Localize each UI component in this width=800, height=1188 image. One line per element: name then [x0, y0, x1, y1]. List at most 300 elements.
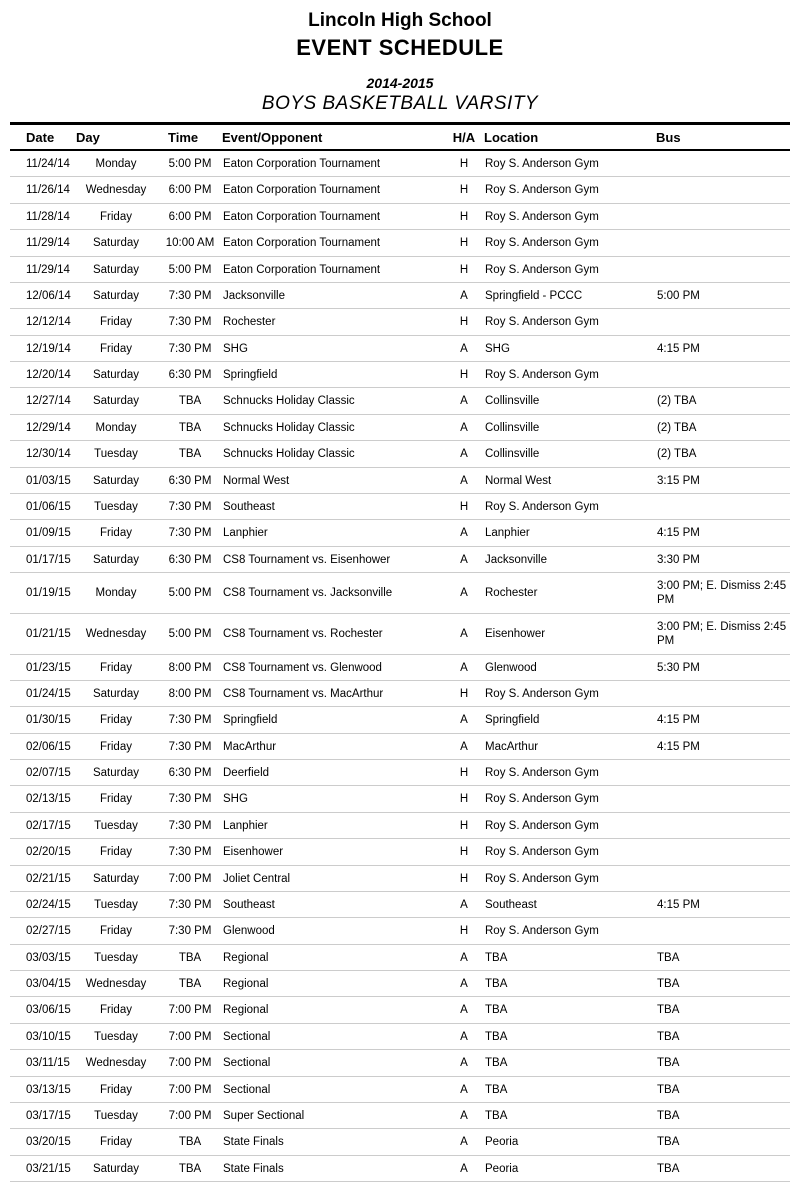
cell-time: 7:00 PM [160, 1076, 220, 1102]
cell-location: Glenwood [482, 654, 654, 680]
cell-h-a: A [446, 1076, 482, 1102]
cell-bus [654, 760, 790, 786]
cell-time: 7:00 PM [160, 865, 220, 891]
cell-location: Roy S. Anderson Gym [482, 786, 654, 812]
cell-day: Friday [72, 654, 160, 680]
cell-time: 8:00 PM [160, 654, 220, 680]
table-row [10, 760, 790, 786]
table-row [10, 1102, 790, 1128]
cell-bus: 5:00 PM [654, 282, 790, 308]
cell-date: 02/21/15 [10, 865, 72, 891]
cell-location: Collinsville [482, 441, 654, 467]
cell-day: Monday [72, 414, 160, 440]
cell-bus [654, 256, 790, 282]
cell-bus: 4:15 PM [654, 520, 790, 546]
cell-day: Friday [72, 733, 160, 759]
table-row [10, 441, 790, 467]
cell-date: 12/20/14 [10, 362, 72, 388]
cell-location: Roy S. Anderson Gym [482, 230, 654, 256]
cell-date: 03/06/15 [10, 997, 72, 1023]
cell-location: Roy S. Anderson Gym [482, 493, 654, 519]
cell-time: 7:30 PM [160, 733, 220, 759]
column-header-time: Time [160, 124, 220, 151]
cell-day: Monday [72, 150, 160, 177]
table-row [10, 839, 790, 865]
team-title: BOYS BASKETBALL VARSITY [261, 93, 539, 114]
cell-time: 8:00 PM [160, 680, 220, 706]
cell-event-opponent: Eaton Corporation Tournament [220, 203, 446, 229]
cell-date: 11/28/14 [10, 203, 72, 229]
cell-event-opponent: CS8 Tournament vs. MacArthur [220, 680, 446, 706]
cell-location: Roy S. Anderson Gym [482, 760, 654, 786]
cell-location: Peoria [482, 1155, 654, 1181]
cell-h-a: H [446, 918, 482, 944]
cell-event-opponent: Schnucks Holiday Classic [220, 388, 446, 414]
cell-time: TBA [160, 1129, 220, 1155]
cell-day: Friday [72, 997, 160, 1023]
cell-date: 01/09/15 [10, 520, 72, 546]
table-row [10, 1050, 790, 1076]
cell-h-a: H [446, 786, 482, 812]
cell-h-a: A [446, 335, 482, 361]
cell-h-a: A [446, 573, 482, 614]
table-row [10, 865, 790, 891]
cell-h-a: H [446, 865, 482, 891]
document-header [10, 8, 790, 115]
cell-location: Lanphier [482, 520, 654, 546]
cell-h-a: A [446, 707, 482, 733]
cell-event-opponent: Deerfield [220, 760, 446, 786]
cell-time: TBA [160, 971, 220, 997]
cell-day: Saturday [72, 362, 160, 388]
table-row [10, 282, 790, 308]
cell-bus: TBA [654, 971, 790, 997]
cell-day: Friday [72, 203, 160, 229]
column-header-date: Date [10, 124, 72, 151]
cell-time: TBA [160, 944, 220, 970]
cell-h-a: H [446, 839, 482, 865]
cell-date: 12/27/14 [10, 388, 72, 414]
cell-event-opponent: Sectional [220, 1076, 446, 1102]
cell-time: 7:30 PM [160, 918, 220, 944]
cell-bus: (2) TBA [654, 441, 790, 467]
cell-time: 10:00 AM [160, 230, 220, 256]
cell-h-a: H [446, 230, 482, 256]
cell-location: Roy S. Anderson Gym [482, 256, 654, 282]
cell-h-a: A [446, 613, 482, 654]
table-row [10, 1129, 790, 1155]
cell-time: TBA [160, 441, 220, 467]
column-header-bus: Bus [654, 124, 790, 151]
cell-h-a: A [446, 467, 482, 493]
cell-day: Friday [72, 1076, 160, 1102]
table-row [10, 613, 790, 654]
cell-day: Saturday [72, 230, 160, 256]
cell-event-opponent: Sectional [220, 1023, 446, 1049]
cell-bus: 3:00 PM; E. Dismiss 2:45 PM [654, 573, 790, 614]
cell-date: 03/21/15 [10, 1155, 72, 1181]
cell-h-a: A [446, 546, 482, 572]
cell-location: Roy S. Anderson Gym [482, 812, 654, 838]
cell-time: 5:00 PM [160, 256, 220, 282]
cell-h-a: H [446, 203, 482, 229]
cell-day: Friday [72, 918, 160, 944]
cell-time: 7:00 PM [160, 997, 220, 1023]
cell-date: 03/03/15 [10, 944, 72, 970]
cell-location: TBA [482, 1076, 654, 1102]
cell-h-a: A [446, 1129, 482, 1155]
cell-event-opponent: Southeast [220, 891, 446, 917]
cell-date: 01/03/15 [10, 467, 72, 493]
cell-event-opponent: Regional [220, 944, 446, 970]
cell-location: Roy S. Anderson Gym [482, 150, 654, 177]
cell-bus: 4:15 PM [654, 707, 790, 733]
cell-day: Friday [72, 335, 160, 361]
cell-date: 02/13/15 [10, 786, 72, 812]
cell-h-a: A [446, 414, 482, 440]
cell-day: Saturday [72, 256, 160, 282]
cell-time: 6:30 PM [160, 467, 220, 493]
cell-location: TBA [482, 971, 654, 997]
cell-date: 01/19/15 [10, 573, 72, 614]
cell-location: Roy S. Anderson Gym [482, 309, 654, 335]
cell-time: 7:30 PM [160, 493, 220, 519]
cell-bus: 4:15 PM [654, 335, 790, 361]
cell-bus [654, 812, 790, 838]
cell-location: Collinsville [482, 388, 654, 414]
cell-h-a: H [446, 177, 482, 203]
cell-h-a: H [446, 812, 482, 838]
cell-location: TBA [482, 997, 654, 1023]
cell-bus: TBA [654, 1050, 790, 1076]
cell-location: MacArthur [482, 733, 654, 759]
cell-time: 7:00 PM [160, 1102, 220, 1128]
column-header-location: Location [482, 124, 654, 151]
cell-date: 12/29/14 [10, 414, 72, 440]
cell-bus: TBA [654, 1129, 790, 1155]
cell-time: 6:00 PM [160, 177, 220, 203]
cell-time: 7:30 PM [160, 812, 220, 838]
cell-date: 01/06/15 [10, 493, 72, 519]
cell-event-opponent: Southeast [220, 493, 446, 519]
cell-date: 02/06/15 [10, 733, 72, 759]
cell-day: Saturday [72, 1155, 160, 1181]
cell-event-opponent: Regional [220, 971, 446, 997]
cell-bus [654, 865, 790, 891]
cell-date: 03/04/15 [10, 971, 72, 997]
cell-event-opponent: Rochester [220, 309, 446, 335]
cell-event-opponent: Joliet Central [220, 865, 446, 891]
cell-location: TBA [482, 1023, 654, 1049]
table-row [10, 177, 790, 203]
cell-event-opponent: SHG [220, 335, 446, 361]
cell-bus: 4:15 PM [654, 891, 790, 917]
cell-event-opponent: Eaton Corporation Tournament [220, 177, 446, 203]
cell-day: Friday [72, 786, 160, 812]
cell-bus: 3:15 PM [654, 467, 790, 493]
cell-location: TBA [482, 944, 654, 970]
cell-date: 02/24/15 [10, 891, 72, 917]
cell-event-opponent: CS8 Tournament vs. Rochester [220, 613, 446, 654]
cell-bus: TBA [654, 997, 790, 1023]
cell-event-opponent: Schnucks Holiday Classic [220, 414, 446, 440]
table-row [10, 654, 790, 680]
cell-location: Springfield - PCCC [482, 282, 654, 308]
table-row [10, 230, 790, 256]
cell-date: 02/07/15 [10, 760, 72, 786]
cell-h-a: A [446, 1102, 482, 1128]
cell-location: Normal West [482, 467, 654, 493]
cell-date: 01/17/15 [10, 546, 72, 572]
cell-bus [654, 680, 790, 706]
cell-bus: TBA [654, 1076, 790, 1102]
cell-date: 12/12/14 [10, 309, 72, 335]
cell-day: Tuesday [72, 1102, 160, 1128]
cell-bus: 4:15 PM [654, 733, 790, 759]
cell-time: 7:30 PM [160, 839, 220, 865]
cell-location: Roy S. Anderson Gym [482, 203, 654, 229]
cell-event-opponent: CS8 Tournament vs. Glenwood [220, 654, 446, 680]
cell-time: TBA [160, 388, 220, 414]
season-label: 2014-2015 [366, 75, 434, 91]
cell-event-opponent: Springfield [220, 707, 446, 733]
cell-event-opponent: Normal West [220, 467, 446, 493]
cell-time: TBA [160, 1155, 220, 1181]
cell-day: Tuesday [72, 441, 160, 467]
cell-day: Wednesday [72, 1050, 160, 1076]
cell-location: Roy S. Anderson Gym [482, 362, 654, 388]
cell-bus: (2) TBA [654, 388, 790, 414]
table-row [10, 520, 790, 546]
cell-bus [654, 839, 790, 865]
cell-date: 11/24/14 [10, 150, 72, 177]
cell-day: Saturday [72, 680, 160, 706]
table-row [10, 812, 790, 838]
cell-date: 02/17/15 [10, 812, 72, 838]
cell-time: 7:30 PM [160, 335, 220, 361]
cell-time: 5:00 PM [160, 573, 220, 614]
cell-h-a: A [446, 520, 482, 546]
cell-day: Friday [72, 309, 160, 335]
table-row [10, 467, 790, 493]
cell-time: 7:30 PM [160, 282, 220, 308]
cell-time: 7:30 PM [160, 707, 220, 733]
cell-day: Tuesday [72, 944, 160, 970]
cell-bus [654, 150, 790, 177]
table-row [10, 971, 790, 997]
cell-date: 03/20/15 [10, 1129, 72, 1155]
cell-event-opponent: Regional [220, 997, 446, 1023]
cell-location: Collinsville [482, 414, 654, 440]
cell-bus [654, 230, 790, 256]
cell-event-opponent: Sectional [220, 1050, 446, 1076]
table-row [10, 493, 790, 519]
cell-day: Wednesday [72, 971, 160, 997]
cell-time: 6:30 PM [160, 362, 220, 388]
cell-date: 11/29/14 [10, 230, 72, 256]
cell-time: 7:30 PM [160, 786, 220, 812]
cell-h-a: A [446, 1023, 482, 1049]
cell-h-a: A [446, 654, 482, 680]
cell-h-a: H [446, 362, 482, 388]
cell-h-a: H [446, 493, 482, 519]
cell-time: 5:00 PM [160, 613, 220, 654]
table-row [10, 362, 790, 388]
cell-event-opponent: Lanphier [220, 520, 446, 546]
cell-bus [654, 177, 790, 203]
school-name: Lincoln High School [308, 10, 492, 31]
table-row [10, 414, 790, 440]
table-row [10, 1155, 790, 1181]
cell-time: 7:00 PM [160, 1050, 220, 1076]
cell-day: Tuesday [72, 891, 160, 917]
cell-h-a: A [446, 1050, 482, 1076]
cell-h-a: A [446, 997, 482, 1023]
cell-day: Friday [72, 1129, 160, 1155]
table-row [10, 786, 790, 812]
table-row [10, 546, 790, 572]
cell-date: 01/24/15 [10, 680, 72, 706]
cell-date: 12/06/14 [10, 282, 72, 308]
cell-day: Wednesday [72, 613, 160, 654]
cell-day: Saturday [72, 760, 160, 786]
cell-event-opponent: Glenwood [220, 918, 446, 944]
table-row [10, 733, 790, 759]
table-row [10, 335, 790, 361]
cell-time: 7:30 PM [160, 891, 220, 917]
table-row [10, 573, 790, 614]
cell-bus: 3:00 PM; E. Dismiss 2:45 PM [654, 613, 790, 654]
cell-event-opponent: CS8 Tournament vs. Jacksonville [220, 573, 446, 614]
cell-h-a: A [446, 944, 482, 970]
cell-day: Saturday [72, 388, 160, 414]
cell-event-opponent: Eisenhower [220, 839, 446, 865]
cell-bus [654, 493, 790, 519]
cell-day: Friday [72, 520, 160, 546]
cell-time: TBA [160, 414, 220, 440]
cell-time: 6:30 PM [160, 546, 220, 572]
cell-day: Tuesday [72, 493, 160, 519]
cell-bus: TBA [654, 1023, 790, 1049]
table-row [10, 891, 790, 917]
table-row [10, 918, 790, 944]
cell-location: Roy S. Anderson Gym [482, 865, 654, 891]
cell-time: 6:30 PM [160, 760, 220, 786]
cell-event-opponent: SHG [220, 786, 446, 812]
cell-bus [654, 309, 790, 335]
document-title: EVENT SCHEDULE [296, 35, 504, 60]
cell-h-a: A [446, 1155, 482, 1181]
cell-bus: 5:30 PM [654, 654, 790, 680]
cell-h-a: H [446, 150, 482, 177]
cell-location: Eisenhower [482, 613, 654, 654]
table-row [10, 309, 790, 335]
cell-bus [654, 362, 790, 388]
table-row [10, 1076, 790, 1102]
table-row [10, 944, 790, 970]
cell-event-opponent: Eaton Corporation Tournament [220, 256, 446, 282]
cell-day: Tuesday [72, 812, 160, 838]
cell-date: 01/21/15 [10, 613, 72, 654]
cell-h-a: H [446, 309, 482, 335]
cell-bus: 3:30 PM [654, 546, 790, 572]
table-row [10, 150, 790, 177]
cell-event-opponent: Springfield [220, 362, 446, 388]
column-header-event-opponent: Event/Opponent [220, 124, 446, 151]
cell-day: Tuesday [72, 1023, 160, 1049]
cell-location: Rochester [482, 573, 654, 614]
cell-bus: (2) TBA [654, 414, 790, 440]
cell-time: 6:00 PM [160, 203, 220, 229]
cell-day: Saturday [72, 282, 160, 308]
cell-h-a: A [446, 282, 482, 308]
cell-date: 01/23/15 [10, 654, 72, 680]
cell-location: Peoria [482, 1129, 654, 1155]
column-header-h-a: H/A [446, 124, 482, 151]
cell-location: SHG [482, 335, 654, 361]
cell-h-a: A [446, 388, 482, 414]
cell-h-a: A [446, 891, 482, 917]
cell-time: 5:00 PM [160, 150, 220, 177]
cell-bus [654, 918, 790, 944]
cell-date: 03/11/15 [10, 1050, 72, 1076]
cell-date: 03/13/15 [10, 1076, 72, 1102]
table-row [10, 707, 790, 733]
cell-location: Roy S. Anderson Gym [482, 177, 654, 203]
cell-h-a: A [446, 971, 482, 997]
cell-h-a: A [446, 441, 482, 467]
cell-time: 7:00 PM [160, 1023, 220, 1049]
cell-location: Southeast [482, 891, 654, 917]
cell-bus [654, 203, 790, 229]
cell-h-a: H [446, 760, 482, 786]
cell-location: Jacksonville [482, 546, 654, 572]
cell-day: Saturday [72, 546, 160, 572]
cell-day: Friday [72, 707, 160, 733]
cell-location: Roy S. Anderson Gym [482, 839, 654, 865]
table-row [10, 388, 790, 414]
cell-location: Springfield [482, 707, 654, 733]
cell-date: 01/30/15 [10, 707, 72, 733]
cell-event-opponent: Schnucks Holiday Classic [220, 441, 446, 467]
cell-event-opponent: MacArthur [220, 733, 446, 759]
cell-h-a: H [446, 680, 482, 706]
cell-location: TBA [482, 1102, 654, 1128]
cell-bus: TBA [654, 944, 790, 970]
cell-date: 03/10/15 [10, 1023, 72, 1049]
cell-date: 03/17/15 [10, 1102, 72, 1128]
cell-day: Monday [72, 573, 160, 614]
cell-date: 12/30/14 [10, 441, 72, 467]
cell-date: 02/27/15 [10, 918, 72, 944]
cell-time: 7:30 PM [160, 520, 220, 546]
table-row [10, 256, 790, 282]
cell-date: 12/19/14 [10, 335, 72, 361]
schedule-table [10, 122, 790, 1182]
table-row [10, 203, 790, 229]
cell-h-a: A [446, 733, 482, 759]
table-row [10, 680, 790, 706]
cell-location: TBA [482, 1050, 654, 1076]
cell-event-opponent: Eaton Corporation Tournament [220, 230, 446, 256]
table-header-row [10, 124, 790, 151]
cell-event-opponent: CS8 Tournament vs. Eisenhower [220, 546, 446, 572]
cell-bus: TBA [654, 1155, 790, 1181]
cell-date: 02/20/15 [10, 839, 72, 865]
cell-event-opponent: Eaton Corporation Tournament [220, 150, 446, 177]
cell-bus [654, 786, 790, 812]
cell-day: Wednesday [72, 177, 160, 203]
